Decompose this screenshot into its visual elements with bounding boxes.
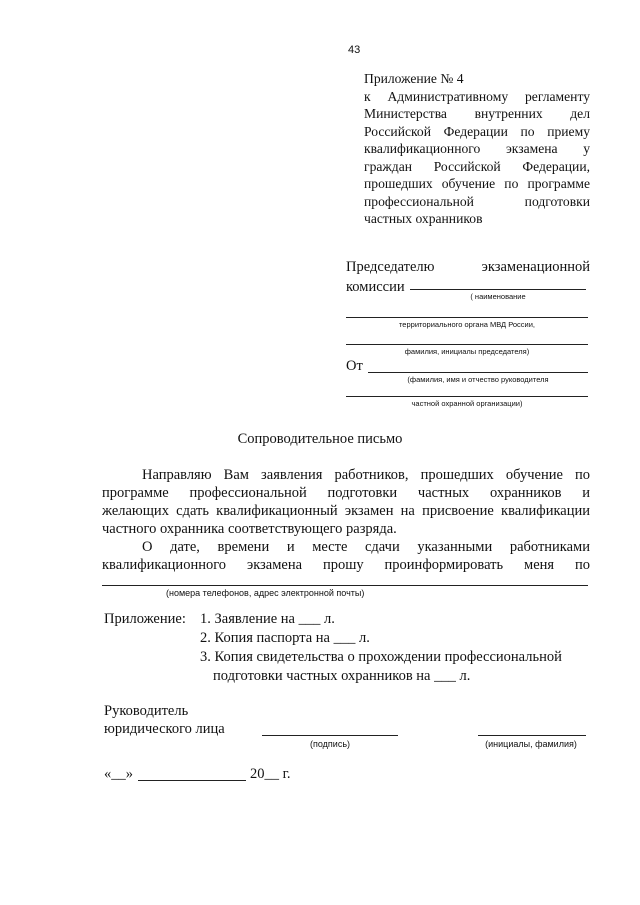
signer-role-line-1: Руководитель [104, 703, 189, 719]
body-line: программе профессиональной подготовки частных охранников и [102, 485, 590, 501]
addressee-block [346, 257, 590, 297]
date-day: «__» [104, 766, 133, 782]
contacts-line [102, 585, 588, 586]
attachment-item-3: 3. Копия свидетельства о прохождении профессиональной [200, 649, 562, 665]
commission-label: комиссии [346, 279, 405, 295]
appendix-line: Приложение № 4 [364, 71, 464, 86]
signer-role-line-2: юридического лица [104, 721, 225, 737]
caption-organization: частной охранной организации) [411, 399, 523, 408]
caption-contacts: (номера телефонов, адрес электронной почты) [166, 588, 365, 598]
chairman-name-line [346, 344, 588, 345]
name-line [478, 735, 586, 736]
body-paragraph-2 [102, 538, 590, 574]
addressee-line: Председателю экзаменационной [346, 259, 590, 275]
territorial-organ-line [346, 317, 588, 318]
appendix-line: прошедших обучение по программе [364, 176, 590, 191]
caption-signature: (подпись) [309, 739, 351, 749]
from-label: От [346, 358, 363, 374]
appendix-line: граждан Российской Федерации, [364, 158, 590, 174]
body-line: квалификационного экзамена прошу проинформировать меня по [102, 557, 590, 573]
caption-name: ( наименование [470, 292, 526, 301]
caption-chairman: фамилия, инициалы председателя) [404, 347, 530, 356]
appendix-line: квалификационного экзамена у [364, 141, 590, 156]
attachment-item-3-cont: подготовки частных охранников на ___ л. [213, 668, 471, 684]
caption-name-initials: (инициалы, фамилия) [485, 739, 577, 749]
caption-territorial-organ: территориального органа МВД России, [398, 320, 536, 329]
appendix-header [364, 70, 590, 228]
letter-title: Сопроводительное письмо [237, 431, 403, 447]
body-line: частного охранника соответствующего разряда. [102, 521, 397, 537]
appendix-line: частных охранников [364, 211, 483, 226]
caption-head-name: (фамилия, имя и отчество руководителя [407, 375, 549, 384]
appendix-line: к Административному регламенту [364, 88, 590, 104]
appendix-line: Российской Федерации по приему [364, 123, 590, 139]
appendix-line: Министерства внутренних дел [364, 106, 590, 121]
body-line: О дате, времени и месте сдачи указанными работниками [142, 539, 590, 555]
body-line: Направляю Вам заявления работников, прошедших обучение по [142, 467, 590, 483]
organization-line [346, 396, 588, 397]
signature-line [262, 735, 398, 736]
date-year: 20__ г. [250, 766, 291, 782]
commission-field-line [410, 289, 586, 290]
date-month-line [138, 780, 246, 781]
page-number: 43 [348, 44, 361, 56]
attachments-label: Приложение: [104, 611, 186, 627]
body-paragraph-1 [102, 466, 590, 538]
appendix-line: профессиональной подготовки [364, 193, 590, 209]
attachment-item-1: 1. Заявление на ___ л. [200, 611, 335, 627]
from-field-line [368, 372, 588, 373]
body-line: желающих сдать квалификационный экзамен на присвоение квалификации [102, 503, 590, 519]
attachment-item-2: 2. Копия паспорта на ___ л. [200, 630, 370, 646]
